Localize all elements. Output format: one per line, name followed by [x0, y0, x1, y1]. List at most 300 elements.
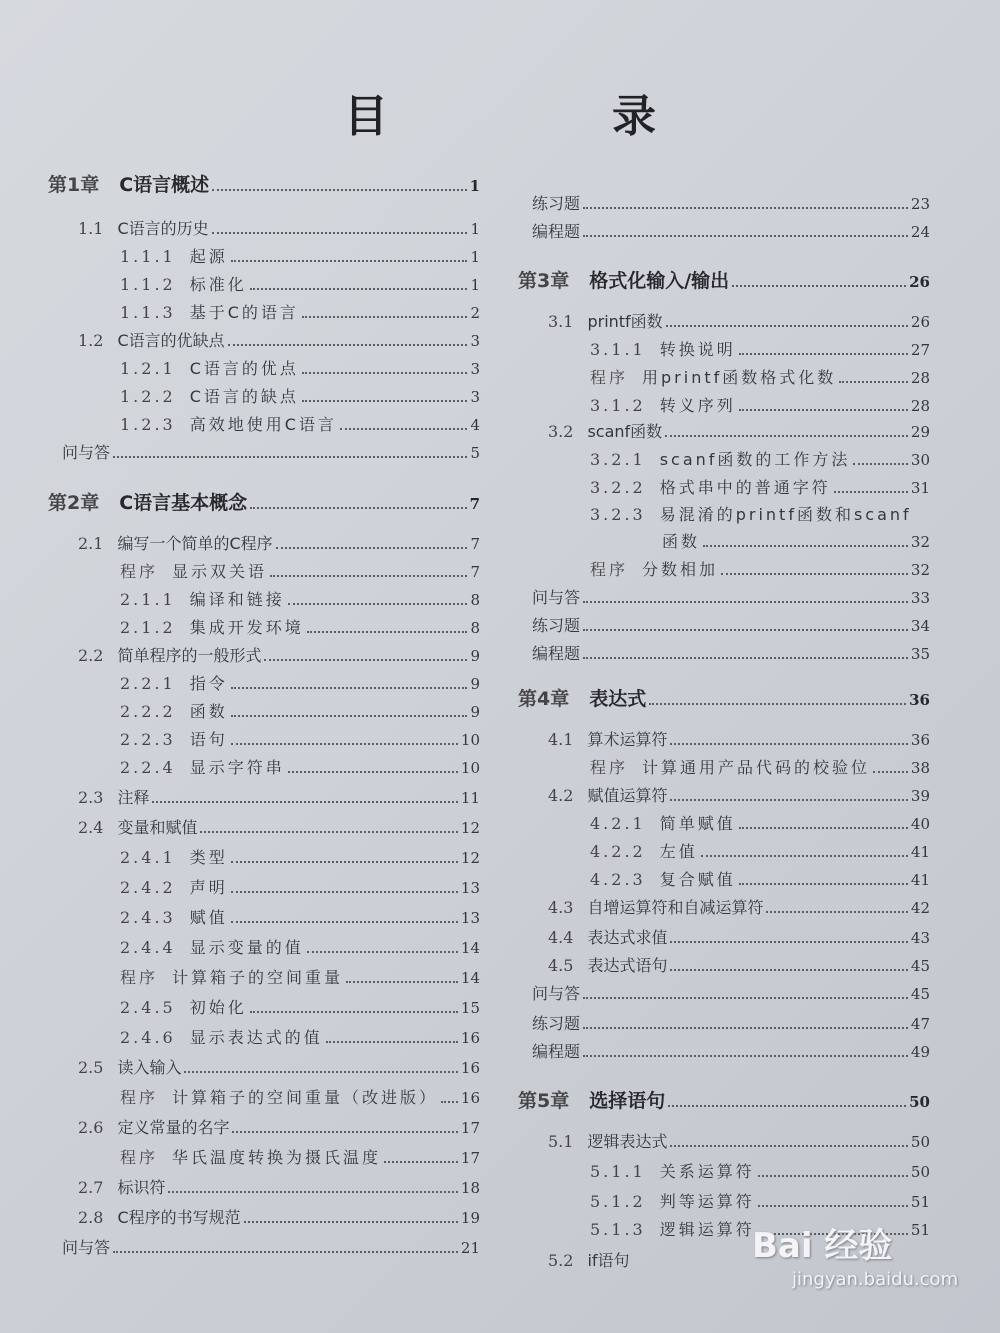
- dotted-leader: [231, 673, 468, 689]
- toc-entry-number: 3.2.3: [590, 505, 646, 524]
- toc-entry-title: 用printf函数格式化数: [642, 368, 837, 387]
- toc-entry-number: 5.1.2: [590, 1192, 646, 1211]
- toc-page-number: 9: [470, 703, 480, 721]
- toc-entry-title: 逻辑运算符: [659, 1220, 755, 1239]
- toc-entry-title: 练习题: [532, 616, 581, 635]
- toc-page-number: 3: [470, 332, 480, 350]
- toc-entry-title: 分数相加: [642, 560, 719, 579]
- toc-entry-number: 1.1.2: [120, 275, 176, 294]
- toc-entry: [518, 477, 930, 498]
- toc-page-number: 32: [910, 533, 930, 551]
- toc-entry-title: 标识符: [117, 1178, 166, 1197]
- toc-chapter-entry: [518, 1091, 930, 1112]
- toc-entry-number: 3.1.1: [590, 340, 646, 359]
- toc-entry-number: 4.3: [548, 898, 574, 917]
- toc-entry: [518, 421, 930, 442]
- toc-entry: [48, 617, 480, 638]
- toc-entry: [48, 386, 480, 407]
- dotted-leader: [288, 757, 458, 773]
- toc-entry: [48, 967, 480, 988]
- toc-entry: [48, 1027, 480, 1048]
- dotted-leader: [168, 1177, 457, 1193]
- toc-entry-number: 程序: [120, 562, 159, 581]
- toc-entry-number: 2.4.6: [120, 1028, 176, 1047]
- toc-entry-number: 5.1.1: [590, 1162, 646, 1181]
- dotted-leader: [231, 729, 458, 745]
- toc-entry-number: 4.5: [548, 956, 574, 975]
- toc-entry-number: 3.2: [548, 422, 574, 441]
- toc-entry-title: 计算箱子的空间重量: [172, 968, 344, 987]
- toc-entry-title: 表达式求值: [587, 928, 668, 947]
- toc-page-number: 28: [910, 397, 930, 415]
- dotted-leader: [666, 311, 908, 327]
- toc-entry: [518, 729, 930, 750]
- toc-page-number: 9: [470, 647, 480, 665]
- toc-entry-title: 指令: [189, 674, 228, 693]
- toc-entry-number: 2.7: [78, 1178, 104, 1197]
- toc-page-number: 13: [460, 909, 480, 927]
- toc-entry: [48, 414, 480, 435]
- toc-entry: [48, 358, 480, 379]
- toc-entry-title: printf函数: [587, 312, 663, 331]
- dotted-leader: [250, 493, 466, 509]
- toc-page-number: 18: [460, 1179, 480, 1197]
- page-title: 目 录: [344, 91, 746, 142]
- toc-entry-title: 练习题: [532, 1014, 581, 1033]
- toc-entry-number: 2.2.3: [120, 730, 176, 749]
- toc-entry: [518, 367, 930, 388]
- dotted-leader: [302, 302, 468, 318]
- toc-entry-title: if语句: [587, 1251, 630, 1270]
- toc-page-number: 45: [910, 957, 930, 975]
- toc-entry-number: 2.2.1: [120, 674, 176, 693]
- toc-entry-number: 2.1: [78, 534, 104, 553]
- toc-entry-number: 5.1.3: [590, 1220, 646, 1239]
- toc-entry: [518, 1013, 930, 1034]
- dotted-leader: [583, 615, 908, 631]
- dotted-leader: [340, 414, 468, 430]
- toc-entry-title: 练习题: [532, 194, 581, 213]
- watermark-logo: Bai 经验: [752, 1226, 893, 1266]
- toc-page-number: 26: [910, 313, 930, 331]
- toc-entry: [48, 787, 480, 808]
- toc-entry: [48, 937, 480, 958]
- toc-entry: [518, 449, 930, 470]
- toc-page-number: 35: [910, 645, 930, 663]
- dotted-leader: [583, 221, 908, 237]
- toc-entry-title: 显示表达式的值: [189, 1028, 323, 1047]
- baidu-jingyan-watermark: [752, 1218, 959, 1313]
- toc-entry-title: 复合赋值: [659, 870, 736, 889]
- toc-entry: [48, 1087, 480, 1108]
- toc-entry-number: 4.1: [548, 730, 574, 749]
- toc-entry-title: 易混淆的printf函数和scanf: [659, 505, 912, 524]
- toc-entry-number: 第2章: [48, 492, 100, 514]
- toc-entry: [48, 847, 480, 868]
- toc-entry: [518, 897, 930, 918]
- toc-entry-number: 3.2.1: [590, 450, 646, 469]
- toc-entry-number: 2.6: [78, 1118, 104, 1137]
- dotted-leader: [649, 689, 906, 705]
- dotted-leader: [665, 421, 908, 437]
- toc-entry: [48, 645, 480, 666]
- dotted-leader: [853, 449, 907, 465]
- toc-entry-title: 编程题: [532, 222, 581, 241]
- toc-page-number: 42: [910, 899, 930, 917]
- toc-entry-title: C语言基本概念: [119, 492, 248, 514]
- toc-entry-title: C程序的书写规范: [117, 1208, 241, 1227]
- toc-page-number: 50: [910, 1133, 930, 1151]
- toc-entry-title: 语句: [189, 730, 228, 749]
- toc-entry-title: scanf函数的工作方法: [659, 450, 851, 469]
- toc-chapter-entry: [518, 271, 930, 292]
- toc-page-number: 12: [460, 819, 480, 837]
- toc-entry-title: 计算箱子的空间重量（改进版）: [172, 1088, 439, 1107]
- toc-entry-title: 简单赋值: [659, 814, 736, 833]
- toc-entry-number: 2.2.2: [120, 702, 176, 721]
- toc-entry-number: 程序: [590, 560, 629, 579]
- toc-entry: [518, 983, 930, 1004]
- toc-entry-title: 编程题: [532, 644, 581, 663]
- toc-entry: [518, 559, 930, 580]
- toc-entry-title: C语言的历史: [117, 219, 209, 238]
- toc-entry-title: 高效地使用C语言: [189, 415, 337, 434]
- toc-entry-title: 读入输入: [117, 1058, 182, 1077]
- toc-page-number: 24: [910, 223, 930, 241]
- dotted-leader: [326, 1027, 458, 1043]
- toc-entry-title: 问与答: [62, 1238, 111, 1257]
- toc-entry-number: 4.2.2: [590, 842, 646, 861]
- toc-entry: [518, 1131, 930, 1152]
- toc-entry-number: 5.2: [548, 1251, 574, 1270]
- toc-entry-title: 显示双关语: [172, 562, 268, 581]
- toc-entry-number: 2.4.4: [120, 938, 176, 957]
- toc-entry: [518, 1161, 930, 1182]
- toc-entry-number: 第1章: [48, 174, 100, 196]
- toc-entry: [48, 817, 480, 838]
- toc-entry: [48, 1207, 480, 1228]
- toc-entry: [518, 505, 930, 525]
- toc-entry-title: C语言概述: [119, 174, 210, 196]
- toc-entry: [48, 907, 480, 928]
- toc-page-number: 47: [910, 1015, 930, 1033]
- toc-page-number: 39: [910, 787, 930, 805]
- dotted-leader: [670, 1131, 907, 1147]
- toc-entry: [48, 673, 480, 694]
- dotted-leader: [307, 937, 458, 953]
- dotted-leader: [184, 1057, 457, 1073]
- dotted-leader: [231, 701, 468, 717]
- toc-entry-title: 基于C的语言: [189, 303, 299, 322]
- toc-entry-title: 自增运算符和自减运算符: [587, 898, 764, 917]
- toc-page-number: 7: [470, 563, 480, 581]
- dotted-leader: [441, 1087, 458, 1103]
- toc-page-number: 1: [469, 177, 480, 195]
- dotted-leader: [670, 785, 907, 801]
- dotted-leader: [732, 271, 906, 287]
- toc-entry: [518, 221, 930, 242]
- toc-entry: [48, 1147, 480, 1168]
- toc-chapter-entry: [518, 689, 930, 710]
- dotted-leader: [583, 193, 908, 209]
- toc-entry: [48, 589, 480, 610]
- toc-page-number: 7: [469, 495, 480, 513]
- toc-entry-title: 声明: [189, 878, 228, 897]
- dotted-leader: [839, 367, 908, 383]
- toc-entry-title: 华氏温度转换为摄氏温度: [172, 1148, 382, 1167]
- toc-entry-title: 赋值运算符: [587, 786, 668, 805]
- dotted-leader: [670, 729, 907, 745]
- toc-entry: [518, 615, 930, 636]
- toc-page-number: 34: [910, 617, 930, 635]
- dotted-leader: [212, 175, 466, 191]
- toc-page-number: 49: [910, 1043, 930, 1061]
- toc-entry: [48, 757, 480, 778]
- dotted-leader: [721, 559, 908, 575]
- toc-entry: [48, 1237, 480, 1258]
- toc-entry: [48, 1177, 480, 1198]
- toc-entry-number: 程序: [590, 758, 629, 777]
- toc-page-number: 40: [910, 815, 930, 833]
- toc-entry-title: 赋值: [189, 908, 228, 927]
- toc-entry-title: 选择语句: [589, 1090, 666, 1112]
- toc-entry-number: 4.2.3: [590, 870, 646, 889]
- toc-entry-number: 2.5: [78, 1058, 104, 1077]
- toc-entry: [48, 561, 480, 582]
- toc-entry-number: 3.2.2: [590, 478, 646, 497]
- dotted-leader: [113, 442, 467, 458]
- toc-entry: [518, 1191, 930, 1212]
- dotted-leader: [346, 967, 458, 983]
- toc-entry: [48, 997, 480, 1018]
- toc-entry: [48, 218, 480, 239]
- dotted-leader: [758, 1161, 908, 1177]
- toc-entry-title: 关系运算符: [659, 1162, 755, 1181]
- toc-page-number: 10: [460, 759, 480, 777]
- toc-entry-title: C语言的优点: [189, 359, 299, 378]
- toc-page-number: 30: [910, 451, 930, 469]
- toc-entry-number: 2.2.4: [120, 758, 176, 777]
- dotted-leader: [231, 877, 458, 893]
- toc-entry-title: C语言的缺点: [189, 387, 299, 406]
- toc-entry-number: 2.4.3: [120, 908, 176, 927]
- toc-entry: [518, 311, 930, 332]
- dotted-leader: [701, 841, 908, 857]
- toc-entry-number: 程序: [120, 1088, 159, 1107]
- toc-page-number: 51: [910, 1193, 930, 1211]
- toc-page-number: 50: [910, 1163, 930, 1181]
- toc-entry-title: 表达式语句: [587, 956, 668, 975]
- toc-entry: [518, 587, 930, 608]
- toc-entry-number: 2.4.2: [120, 878, 176, 897]
- toc-entry: [518, 193, 930, 214]
- toc-entry: [48, 246, 480, 267]
- toc-entry: [518, 339, 930, 360]
- toc-entry-title: 逻辑表达式: [587, 1132, 668, 1151]
- toc-entry-title: 标准化: [189, 275, 247, 294]
- toc-entry-number: 1.2.1: [120, 359, 176, 378]
- toc-entry-number: 5.1: [548, 1132, 574, 1151]
- dotted-leader: [276, 533, 468, 549]
- toc-entry: [48, 1117, 480, 1138]
- toc-page-number: 19: [460, 1209, 480, 1227]
- dotted-leader: [212, 218, 468, 234]
- dotted-leader: [307, 617, 468, 633]
- toc-entry-number: 3.1: [548, 312, 574, 331]
- dotted-leader: [384, 1147, 458, 1163]
- toc-entry: [48, 330, 480, 351]
- toc-page-number: 17: [460, 1119, 480, 1137]
- toc-entry-title: 简单程序的一般形式: [117, 646, 262, 665]
- toc-page-number: 1: [470, 276, 480, 294]
- toc-entry-number: 2.4.5: [120, 998, 176, 1017]
- toc-entry-number: 第3章: [518, 270, 570, 292]
- toc-page-number: 17: [460, 1149, 480, 1167]
- toc-entry-title: C语言的优缺点: [117, 331, 225, 350]
- dotted-leader: [264, 645, 467, 661]
- dotted-leader: [766, 897, 907, 913]
- toc-entry-title: 编译和链接: [189, 590, 285, 609]
- toc-entry-title: 格式串中的普通字符: [659, 478, 831, 497]
- toc-entry: [48, 1057, 480, 1078]
- dotted-leader: [231, 907, 458, 923]
- dotted-leader: [583, 587, 908, 603]
- toc-entry-title: 类型: [189, 848, 228, 867]
- dotted-leader: [231, 847, 458, 863]
- toc-page-number: 41: [910, 871, 930, 889]
- toc-page-number: 36: [910, 731, 930, 749]
- toc-page-number: 41: [910, 843, 930, 861]
- toc-page-number: 11: [460, 789, 480, 807]
- dotted-leader: [670, 955, 907, 971]
- toc-entry-title: 显示变量的值: [189, 938, 304, 957]
- toc-page-number: 8: [470, 619, 480, 637]
- dotted-leader: [583, 643, 908, 659]
- dotted-leader: [113, 1237, 458, 1253]
- toc-page-number: 29: [910, 423, 930, 441]
- toc-page-number: 33: [910, 589, 930, 607]
- toc-entry: [518, 869, 930, 890]
- toc-entry-title: 起源: [189, 247, 228, 266]
- toc-entry: [518, 531, 930, 552]
- toc-entry: [48, 302, 480, 323]
- toc-page-number: 51: [910, 1221, 930, 1239]
- toc-entry-number: 1.2.2: [120, 387, 176, 406]
- toc-entry-number: 3.1.2: [590, 396, 646, 415]
- toc-entry: [518, 643, 930, 664]
- dotted-leader: [739, 813, 908, 829]
- toc-entry-number: 1.2: [78, 331, 104, 350]
- toc-entry: [48, 701, 480, 722]
- dotted-leader: [583, 1041, 908, 1057]
- dotted-leader: [228, 330, 468, 346]
- toc-page-number: 16: [460, 1029, 480, 1047]
- toc-chapter-entry: [48, 175, 480, 196]
- toc-page-number: 7: [470, 535, 480, 553]
- toc-entry-title: 注释: [117, 788, 150, 807]
- toc-entry-title: 问与答: [62, 443, 111, 462]
- toc-entry-title: 判等运算符: [659, 1192, 755, 1211]
- toc-entry-title: 问与答: [532, 588, 581, 607]
- watermark-url: jingyan.baidu.com: [792, 1269, 959, 1290]
- dotted-leader: [250, 274, 468, 290]
- toc-entry: [518, 1041, 930, 1062]
- toc-entry-title: 函数: [662, 532, 701, 551]
- dotted-leader: [302, 386, 468, 402]
- toc-page-number: 16: [460, 1089, 480, 1107]
- toc-entry-title: 计算通用产品代码的校验位: [642, 758, 871, 777]
- toc-page-number: 15: [460, 999, 480, 1017]
- toc-entry: [518, 785, 930, 806]
- toc-entry-number: 4.4: [548, 928, 574, 947]
- toc-entry: [48, 442, 480, 463]
- toc-entry-title: 编程题: [532, 1042, 581, 1061]
- toc-page-number: 3: [470, 360, 480, 378]
- toc-entry: [518, 955, 930, 976]
- toc-page-number: 3: [470, 388, 480, 406]
- toc-entry-title: 定义常量的名字: [117, 1118, 230, 1137]
- toc-entry: [48, 877, 480, 898]
- toc-entry-number: 第4章: [518, 688, 570, 710]
- toc-entry-number: 第5章: [518, 1090, 570, 1112]
- dotted-leader: [270, 561, 467, 577]
- toc-entry-title: 表达式: [589, 688, 647, 710]
- dotted-leader: [670, 927, 907, 943]
- toc-entry-number: 程序: [120, 968, 159, 987]
- toc-page-number: 4: [470, 416, 480, 434]
- toc-page-number: 13: [460, 879, 480, 897]
- toc-entry: [518, 395, 930, 416]
- toc-page-number: 36: [909, 691, 930, 709]
- toc-page-number: 14: [460, 969, 480, 987]
- toc-entry-title: 格式化输入/输出: [589, 270, 730, 292]
- toc-entry-title: 初始化: [189, 998, 247, 1017]
- toc-page-number: 10: [460, 731, 480, 749]
- dotted-leader: [152, 787, 457, 803]
- toc-page-number: 38: [910, 759, 930, 777]
- toc-entry-number: 1.1.1: [120, 247, 176, 266]
- toc-chapter-entry: [48, 493, 480, 514]
- toc-entry-number: 2.1.2: [120, 618, 176, 637]
- dotted-leader: [231, 246, 468, 262]
- toc-page-number: 31: [910, 479, 930, 497]
- dotted-leader: [873, 757, 908, 773]
- toc-entry-number: 2.8: [78, 1208, 104, 1227]
- toc-entry-title: 编写一个简单的C程序: [117, 534, 273, 553]
- dotted-leader: [232, 1117, 457, 1133]
- toc-entry-title: 显示字符串: [189, 758, 285, 777]
- toc-entry-number: 2.3: [78, 788, 104, 807]
- toc-entry-number: 4.2.1: [590, 814, 646, 833]
- toc-entry-number: 4.2: [548, 786, 574, 805]
- toc-entry-title: 集成开发环境: [189, 618, 304, 637]
- toc-entry: [518, 927, 930, 948]
- toc-entry: [48, 274, 480, 295]
- dotted-leader: [288, 589, 468, 605]
- toc-entry-number: 1.1.3: [120, 303, 176, 322]
- dotted-leader: [250, 997, 458, 1013]
- toc-entry-title: scanf函数: [587, 422, 663, 441]
- toc-page-number: 12: [460, 849, 480, 867]
- toc-page-number: 27: [910, 341, 930, 359]
- toc-page-number: 26: [909, 273, 930, 291]
- dotted-leader: [583, 983, 908, 999]
- toc-page-number: 28: [910, 369, 930, 387]
- toc-page-number: 21: [460, 1239, 480, 1257]
- toc-page-number: 1: [470, 220, 480, 238]
- toc-entry-title: 左值: [659, 842, 698, 861]
- dotted-leader: [302, 358, 468, 374]
